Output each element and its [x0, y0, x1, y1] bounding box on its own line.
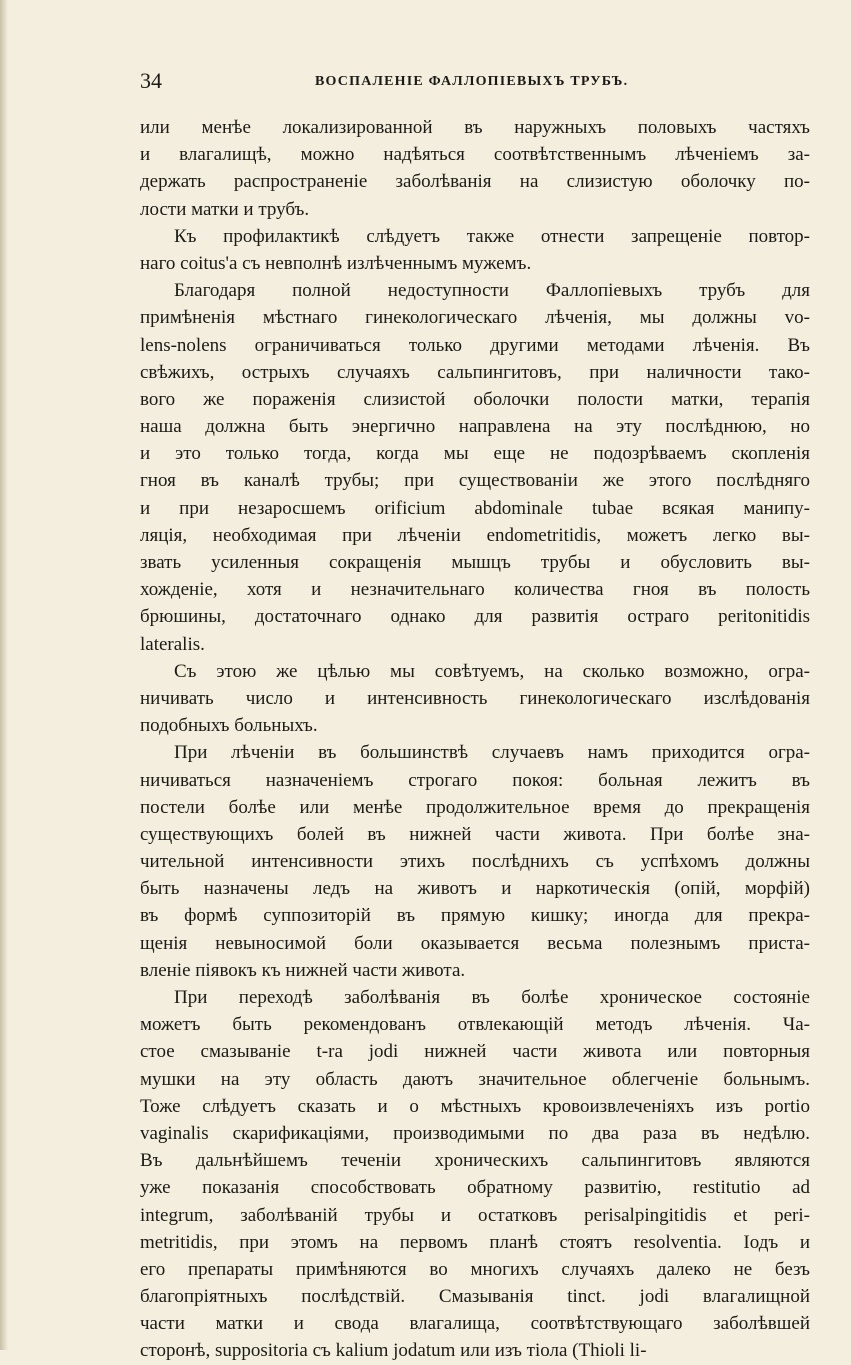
text-line: integrum, заболѣваній трубы и остатковъ perisalpingitidis et peri- [140, 1204, 810, 1226]
text-line: хожденіе, хотя и незначительнаго количества гноя въ полость [140, 579, 810, 601]
running-title: ВОСПАЛЕНІЕ ФАЛЛОПІЕВЫХЪ ТРУБЪ. [315, 74, 629, 89]
text-line: lateralis. [140, 633, 205, 655]
text-line: vaginalis скарификаціями, производимыми по два раза въ недѣлю. [140, 1122, 810, 1144]
text-line: уже показанія способствовать обратному развитію, restitutio ad [140, 1177, 810, 1199]
text-line: и при незаросшемъ orificium abdominale tubae всякая манипу- [140, 497, 810, 519]
text-line: вленіе піявокъ къ нижней части живота. [140, 959, 466, 981]
text-line: ляція, необходимая при лѣченіи endometritidis, можетъ легко вы- [140, 524, 810, 546]
text-line: благопріятныхъ послѣдствій. Смазыванія tinct. jodi влагалищной [140, 1286, 810, 1308]
text-line: въ формѣ суппозиторій въ прямую кишку; иногда для прекра- [140, 905, 810, 927]
text-line: подобныхъ больныхъ. [140, 715, 318, 737]
text-line: ничиваться назначеніемъ строгаго покоя: больная лежитъ въ [140, 769, 810, 791]
text-line: Съ этою же цѣлью мы совѣтуемъ, на сколько возможно, огра- [174, 660, 810, 682]
paragraph [140, 984, 810, 1365]
text-line: существующихъ болей въ нижней части живота. При болѣе зна- [140, 823, 810, 845]
body-text [140, 114, 810, 1365]
page-number: 34 [140, 68, 162, 93]
page-edge-shadow [0, 0, 8, 1350]
text-line: и влагалищѣ, можно надѣяться соотвѣтственнымъ лѣченіемъ за- [140, 144, 810, 166]
text-line: При лѣченіи въ большинствѣ случаевъ намъ приходится огра- [174, 742, 810, 764]
text-line: примѣненія мѣстнаго гинекологическаго лѣченія, мы должны vo- [140, 307, 810, 329]
page-header [140, 68, 810, 98]
text-line: вого же пораженія слизистой оболочки полости матки, терапія [140, 388, 810, 410]
text-line: лости матки и трубъ. [140, 198, 310, 220]
text-line: постели болѣе или менѣе продолжительное время до прекращенія [140, 796, 810, 818]
paragraph [140, 277, 810, 658]
text-line: звать усиленныя сокращенія мышцъ трубы и обусловить вы- [140, 552, 810, 573]
text-line: его препараты примѣняются во многихъ случаяхъ далеко не безъ [140, 1258, 810, 1280]
text-line: наго coitus'a съ невполнѣ излѣченнымъ мужемъ. [140, 252, 532, 274]
text-line: или менѣе локализированной въ наружныхъ половыхъ частяхъ [140, 117, 810, 138]
text-line: сторонѣ, suppositoria съ kalium jodatum или изъ тіола (Thioli li- [140, 1340, 647, 1362]
text-line: быть назначены ледъ на животъ и наркотическія (опій, морфій) [140, 878, 810, 900]
paragraph [140, 739, 810, 984]
paragraph [140, 223, 810, 277]
paragraph [140, 114, 810, 223]
text-line: наша должна быть энергично направлена на эту послѣднюю, но [140, 416, 810, 438]
text-line: ничивать число и интенсивность гинекологическаго изслѣдованія [140, 687, 810, 709]
text-line: держать распространеніе заболѣванія на слизистую оболочку по- [140, 171, 810, 193]
text-line: свѣжихъ, острыхъ случаяхъ сальпингитовъ, при наличности тако- [140, 361, 810, 383]
text-line: metritidis, при этомъ на первомъ планѣ стоятъ resolventia. Іодъ и [140, 1231, 810, 1253]
text-line: Въ дальнѣйшемъ теченіи хроническихъ сальпингитовъ являются [140, 1150, 810, 1172]
text-line: мушки на эту область даютъ значительное облегченіе больнымъ. [140, 1068, 810, 1090]
text-line: При переходѣ заболѣванія въ болѣе хроническое состояніе [174, 987, 810, 1008]
text-line: стое смазываніе t-ra jodi нижней части живота или повторныя [140, 1041, 810, 1063]
text-line: брюшины, достаточнаго однако для развитія остраго peritonitidis [140, 606, 810, 628]
text-line: части матки и свода влагалища, соотвѣтствующаго заболѣвшей [140, 1313, 810, 1335]
text-line: можетъ быть рекомендованъ отвлекающій методъ лѣченія. Ча- [140, 1014, 810, 1036]
text-line: чительной интенсивности этихъ послѣднихъ съ успѣхомъ должны [140, 851, 810, 873]
text-line: lens-nolens ограничиваться только другими методами лѣченія. Въ [140, 334, 810, 356]
text-line: Тоже слѣдуетъ сказать и о мѣстныхъ кровоизвлеченіяхъ изъ portio [140, 1095, 810, 1117]
paragraph [140, 658, 810, 740]
text-line: Къ профилактикѣ слѣдуетъ также отнести запрещеніе повтор- [174, 225, 810, 247]
text-line: щенія невыносимой боли оказывается весьма полезнымъ приста- [140, 932, 810, 954]
text-line: гноя въ каналѣ трубы; при существованіи же этого послѣдняго [140, 470, 810, 492]
text-line: Благодаря полной недоступности Фаллопіевыхъ трубъ для [174, 280, 810, 302]
text-line: и это только тогда, когда мы еще не подозрѣваемъ скопленія [140, 443, 810, 465]
